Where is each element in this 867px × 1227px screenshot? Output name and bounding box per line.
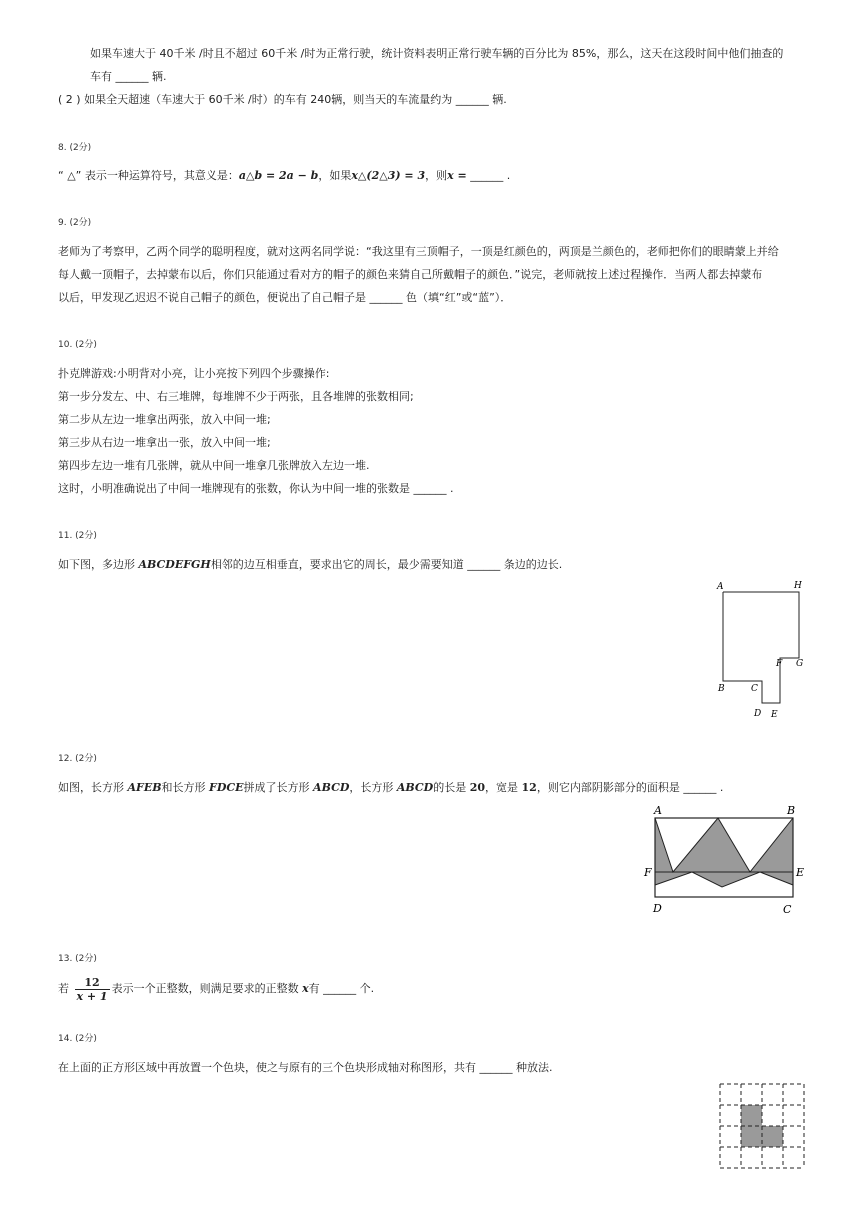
q12-label-A: A xyxy=(654,804,662,817)
q14-head: 14. (2分) xyxy=(58,1034,97,1044)
q12-rect-abcd-2: ABCD xyxy=(396,781,434,794)
q14-text: 在上面的正方形区域中再放置一个色块，使之与原有的三个色块形成轴对称图形，共有 ______ 种放法. xyxy=(58,1061,553,1074)
q12-shade-lower xyxy=(655,872,793,887)
q12-rect-fdce: FDCE xyxy=(209,781,244,794)
q13-post: 有 ______ 个. xyxy=(308,982,375,995)
q12-label-B: B xyxy=(787,804,796,817)
q14-grid-lines xyxy=(720,1084,804,1168)
q12-label-D: D xyxy=(653,902,662,915)
q12-rectangle-figure xyxy=(640,800,810,920)
q12-rect-abcd: ABCD xyxy=(313,781,350,794)
q13-var: x xyxy=(302,982,309,995)
q12-p2: 和长方形 xyxy=(161,781,210,794)
q11-label-A: A xyxy=(717,582,724,592)
q8-mid: ，如果 xyxy=(318,169,352,182)
q12-p6: ，宽是 xyxy=(485,781,522,794)
q11-label-E: E xyxy=(771,710,778,720)
q10-line: 第一步分发左、中、右三堆牌，每堆牌不少于两张，且各堆牌的张数相同; xyxy=(58,390,414,403)
q14-block xyxy=(762,1126,783,1147)
q13-denominator: x + 1 xyxy=(76,989,108,1003)
q13-fraction xyxy=(75,976,110,1003)
q11-label-G: G xyxy=(796,659,804,669)
q8-text xyxy=(58,164,818,187)
q11-polygon xyxy=(723,592,799,703)
q14-grid-figure xyxy=(716,1080,808,1172)
q7-sub2: ( 2 ) 如果全天超速（车速大于 60千米 /时）的车有 240辆，则当天的车流量约为 ______ 辆. xyxy=(58,93,507,106)
q12-head: 12. (2分) xyxy=(58,754,97,764)
q11-head: 11. (2分) xyxy=(58,531,97,541)
q12-length: 20 xyxy=(469,781,486,794)
q7-line1: 如果车速大于 40千米 /时且不超过 60千米 /时为正常行驶，统计资料表明正常行驶车辆的百分比为 85%，那么，这天在这段时间中他们抽查的 xyxy=(90,47,784,60)
q12-rect-afeb: AFEB xyxy=(127,781,162,794)
q13-pre: 若 xyxy=(58,982,73,995)
q10-line: 扑克牌游戏:小明背对小亮，让小亮按下列四个步骤操作: xyxy=(58,367,330,380)
q8-head: 8. (2分) xyxy=(58,143,92,153)
q12-label-F: F xyxy=(644,866,652,879)
q12-label-E: E xyxy=(796,866,805,879)
q11-label-F: F xyxy=(776,659,783,669)
q11-label-D: D xyxy=(754,709,762,719)
q13-mid: 表示一个正整数，则满足要求的正整数 xyxy=(111,982,303,995)
q13-numerator: 12 xyxy=(75,976,110,990)
q14-block xyxy=(741,1126,762,1147)
q12-p4: ，长方形 xyxy=(349,781,397,794)
q9-line3: 以后，甲发现乙迟迟不说自己帽子的颜色，便说出了自己帽子是 ______ 色（填“红”或“蓝”）． xyxy=(58,291,512,304)
q11-label-C: C xyxy=(751,684,758,694)
q14-block xyxy=(741,1105,762,1126)
q8-formula2: x△(2△3) = 3 xyxy=(351,169,426,182)
q8-pre: “ △” 表示一种运算符号，其意义是： xyxy=(58,169,239,182)
q9-line1: 老师为了考察甲，乙两个同学的聪明程度，就对这两名同学说：“我这里有三顶帽子，一顶是红颜色的，两顶是兰颜色的，老师把你们的眼睛蒙上并给 xyxy=(58,245,779,258)
q8-formula3: x = xyxy=(447,169,467,182)
q7-line2: 车有 ______ 辆. xyxy=(90,70,167,83)
q11-label-H: H xyxy=(794,581,802,591)
q12-p3: 拼成了长方形 xyxy=(243,781,314,794)
q13-text xyxy=(58,975,818,1003)
q10-line: 第四步左边一堆有几张牌，就从中间一堆拿几张牌放入左边一堆. xyxy=(58,459,370,472)
q12-width: 12 xyxy=(521,781,537,794)
q10-head: 10. (2分) xyxy=(58,340,97,350)
q10-line: 这时，小明准确说出了中间一堆牌现有的张数，你认为中间一堆的张数是 ______ . xyxy=(58,482,454,495)
q12-label-C: C xyxy=(783,903,792,916)
q9-line2: 每人戴一顶帽子，去掉蒙布以后，你们只能通过看对方的帽子的颜色来猜自己所戴帽子的颜色．”说完，老师就按上述过程操作．当两人都去掉蒙布 xyxy=(58,268,763,281)
q11-text xyxy=(58,553,818,576)
q11-pre: 如下图，多边形 xyxy=(58,558,139,571)
q12-p7: ，则它内部阴影部分的面积是 ______ . xyxy=(536,781,724,794)
q11-polygon-figure xyxy=(710,575,810,720)
q13-head: 13. (2分) xyxy=(58,954,97,964)
q12-p1: 如图，长方形 xyxy=(58,781,128,794)
q8-formula1: a△b = 2a − b xyxy=(238,169,319,182)
q11-polygon-name: ABCDEFGH xyxy=(138,558,211,571)
q10-line: 第三步从右边一堆拿出一张，放入中间一堆; xyxy=(58,436,271,449)
q8-mid2: ，则 xyxy=(425,169,448,182)
q11-post: 相邻的边互相垂直，要求出它的周长，最少需要知道 ______ 条边的边长. xyxy=(210,558,563,571)
q10-line: 第二步从左边一堆拿出两张，放入中间一堆; xyxy=(58,413,271,426)
q12-text xyxy=(58,776,818,799)
q12-p5: 的长是 xyxy=(433,781,470,794)
q8-end: ______ . xyxy=(466,169,511,182)
q9-head: 9. (2分) xyxy=(58,218,92,228)
q11-label-B: B xyxy=(718,684,725,694)
